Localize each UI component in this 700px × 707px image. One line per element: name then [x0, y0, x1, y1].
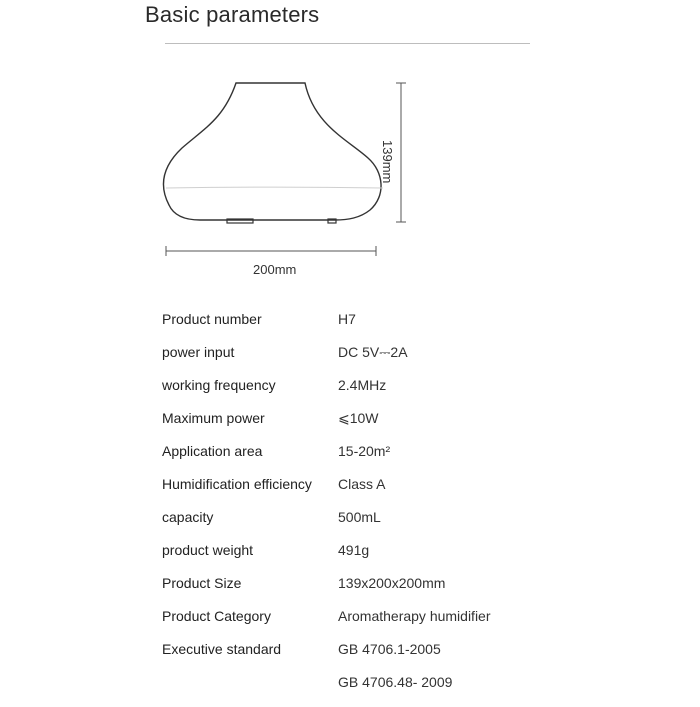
spec-key: Application area: [162, 443, 263, 459]
spec-key: power input: [162, 344, 235, 360]
spec-value: 139x200x200mm: [338, 575, 446, 591]
humidifier-outline: [163, 83, 381, 220]
spec-key: Executive standard: [162, 641, 282, 657]
spec-key: Product number: [162, 311, 262, 327]
page-title: Basic parameters: [145, 2, 320, 27]
spec-value: ⩽10W: [338, 410, 379, 426]
height-dimension-label: 139mm: [380, 140, 395, 184]
spec-value: 15-20m²: [338, 443, 391, 459]
spec-value: H7: [338, 311, 356, 327]
spec-value: DC 5V⎓2A: [338, 344, 408, 360]
spec-key: product weight: [162, 542, 254, 558]
width-dimension-label: 200mm: [253, 262, 297, 277]
spec-key: working frequency: [162, 377, 276, 393]
product-diagram: [0, 0, 700, 300]
spec-key: Product Category: [162, 608, 271, 624]
spec-value: 2.4MHz: [338, 377, 387, 393]
spec-key: capacity: [162, 509, 214, 525]
spec-value: GB 4706.1-2005: [338, 641, 441, 657]
spec-key: Product Size: [162, 575, 242, 591]
spec-value: 500mL: [338, 509, 381, 525]
spec-value: GB 4706.48- 2009: [338, 674, 453, 690]
spec-key: Maximum power: [162, 410, 265, 426]
spec-value: 491g: [338, 542, 370, 558]
spec-value: Class A: [338, 476, 386, 492]
spec-key: Humidification efficiency: [162, 476, 312, 492]
spec-value: Aromatherapy humidifier: [338, 608, 491, 624]
